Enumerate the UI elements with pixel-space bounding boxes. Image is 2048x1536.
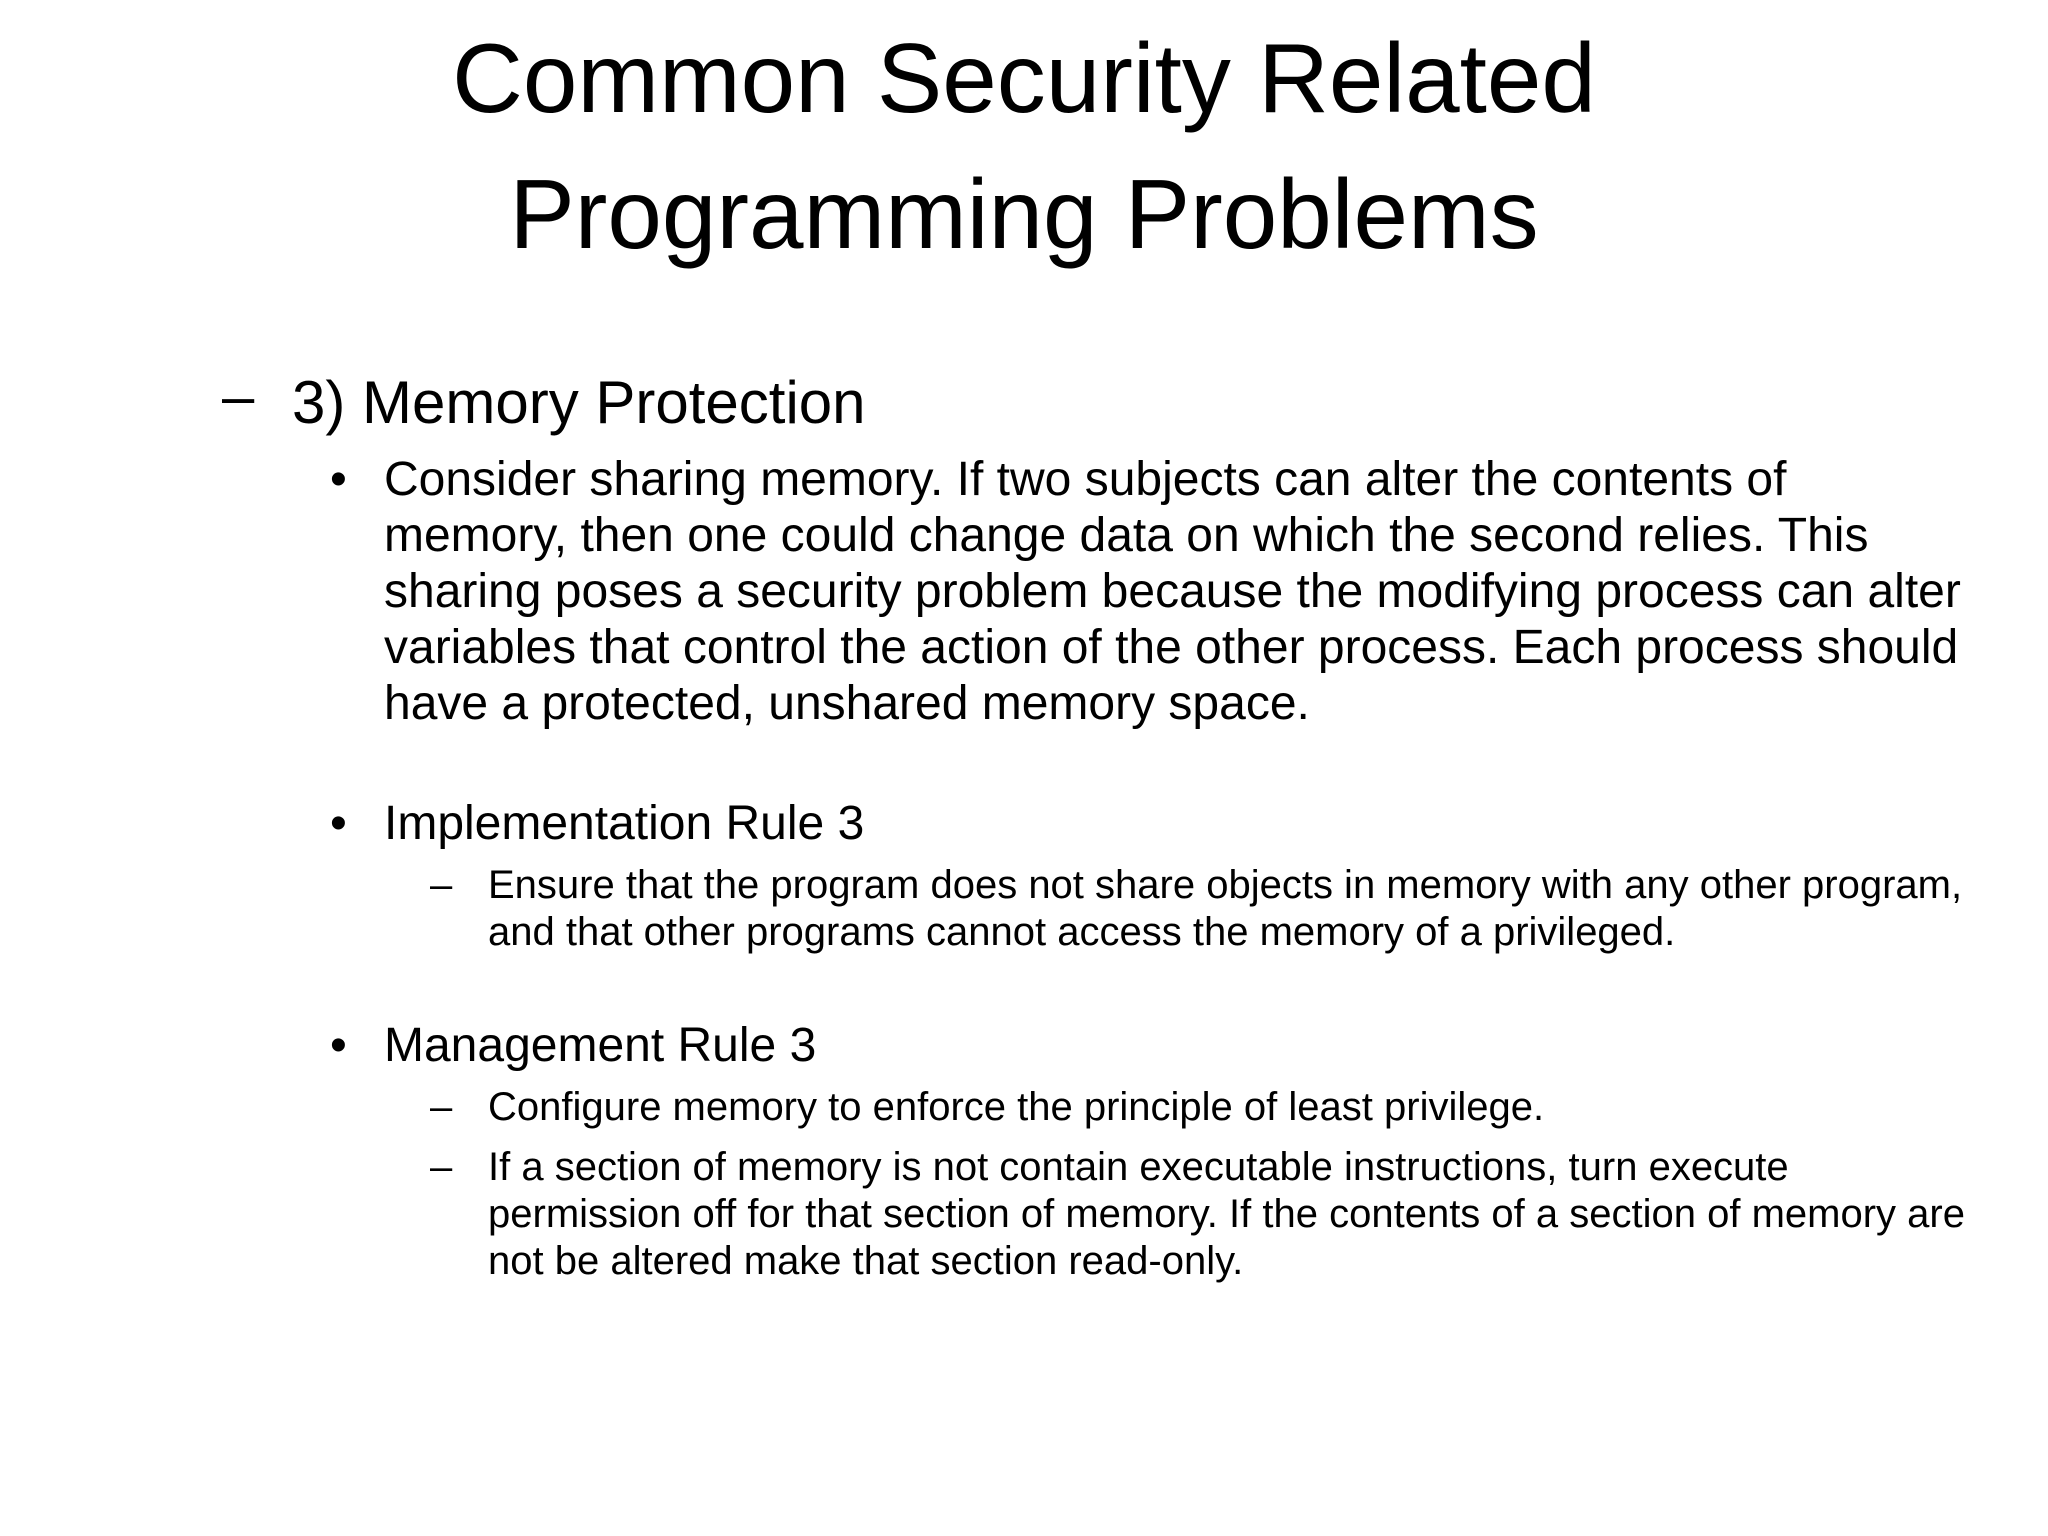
subitem-text-least-privilege: Configure memory to enforce the principle of least privilege. xyxy=(488,1085,1545,1129)
subitem-text-execute-permission: If a section of memory is not contain executable instructions, turn execute permission off for that section of memory. If the contents of a section of memory are not be altered make that section read-only. xyxy=(488,1145,1965,1283)
bullet-icon: • xyxy=(330,1019,347,1072)
slide-title-line-1: Common Security Related xyxy=(452,23,1596,133)
dash-bullet-icon: – xyxy=(222,364,255,429)
subitem-text-implementation: Ensure that the program does not share objects in memory with any other program, and that other programs cannot access the memory of a privileged. xyxy=(488,863,1963,954)
section-heading: 3) Memory Protection xyxy=(292,369,866,436)
bullet-text-sharing-memory: Consider sharing memory. If two subjects can alter the contents of memory, then one could change data on which the second relies. This sharing poses a security problem because the modifying process can alter variables that control the action of the other process. Each process should have a protected, unshared memory space. xyxy=(384,453,1961,730)
bullet-icon: • xyxy=(330,797,347,850)
bullet-text-management-rule: Management Rule 3 xyxy=(384,1019,817,1072)
bullet-text-implementation-rule: Implementation Rule 3 xyxy=(384,797,865,850)
slide-title-line-2: Programming Problems xyxy=(509,159,1539,269)
dash-bullet-icon: – xyxy=(430,1145,453,1189)
dash-bullet-icon: – xyxy=(430,863,453,907)
dash-bullet-icon: – xyxy=(430,1085,453,1129)
bullet-icon: • xyxy=(330,453,347,506)
